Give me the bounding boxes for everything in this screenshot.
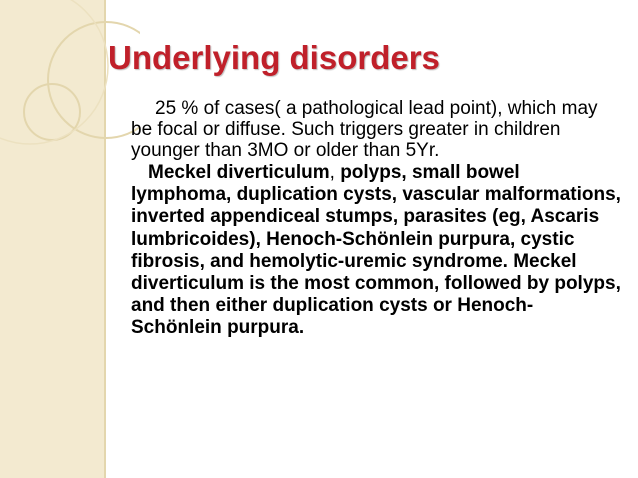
slide-body [131,98,621,340]
slide-title: Underlying disorders [108,39,440,76]
paragraph-disorders-list [131,162,621,340]
paragraph-cases-percentage: 25 % of cases( a pathological lead point), which may be focal or diffuse. Such triggers greater in children younger than 3MO or older than 5Yr. [131,98,598,161]
list-separator: , [329,162,341,183]
decorative-circle-outer [0,0,108,144]
disorder-meckel-diverticulum: Meckel diverticulum [148,162,330,183]
disorders-list-text: polyps, small bowel lymphoma, duplication cysts, vascular malformations, inverted appendiceal stumps, parasites (eg, Ascaris lumbricoides), Henoch-Schönlein purpura, cystic fibrosis, and hemolytic-uremic syndrome. Meckel diverticulum is the most common, followed by polyps, and then either duplication cysts or Henoch-Schönlein purpura. [131,162,621,339]
